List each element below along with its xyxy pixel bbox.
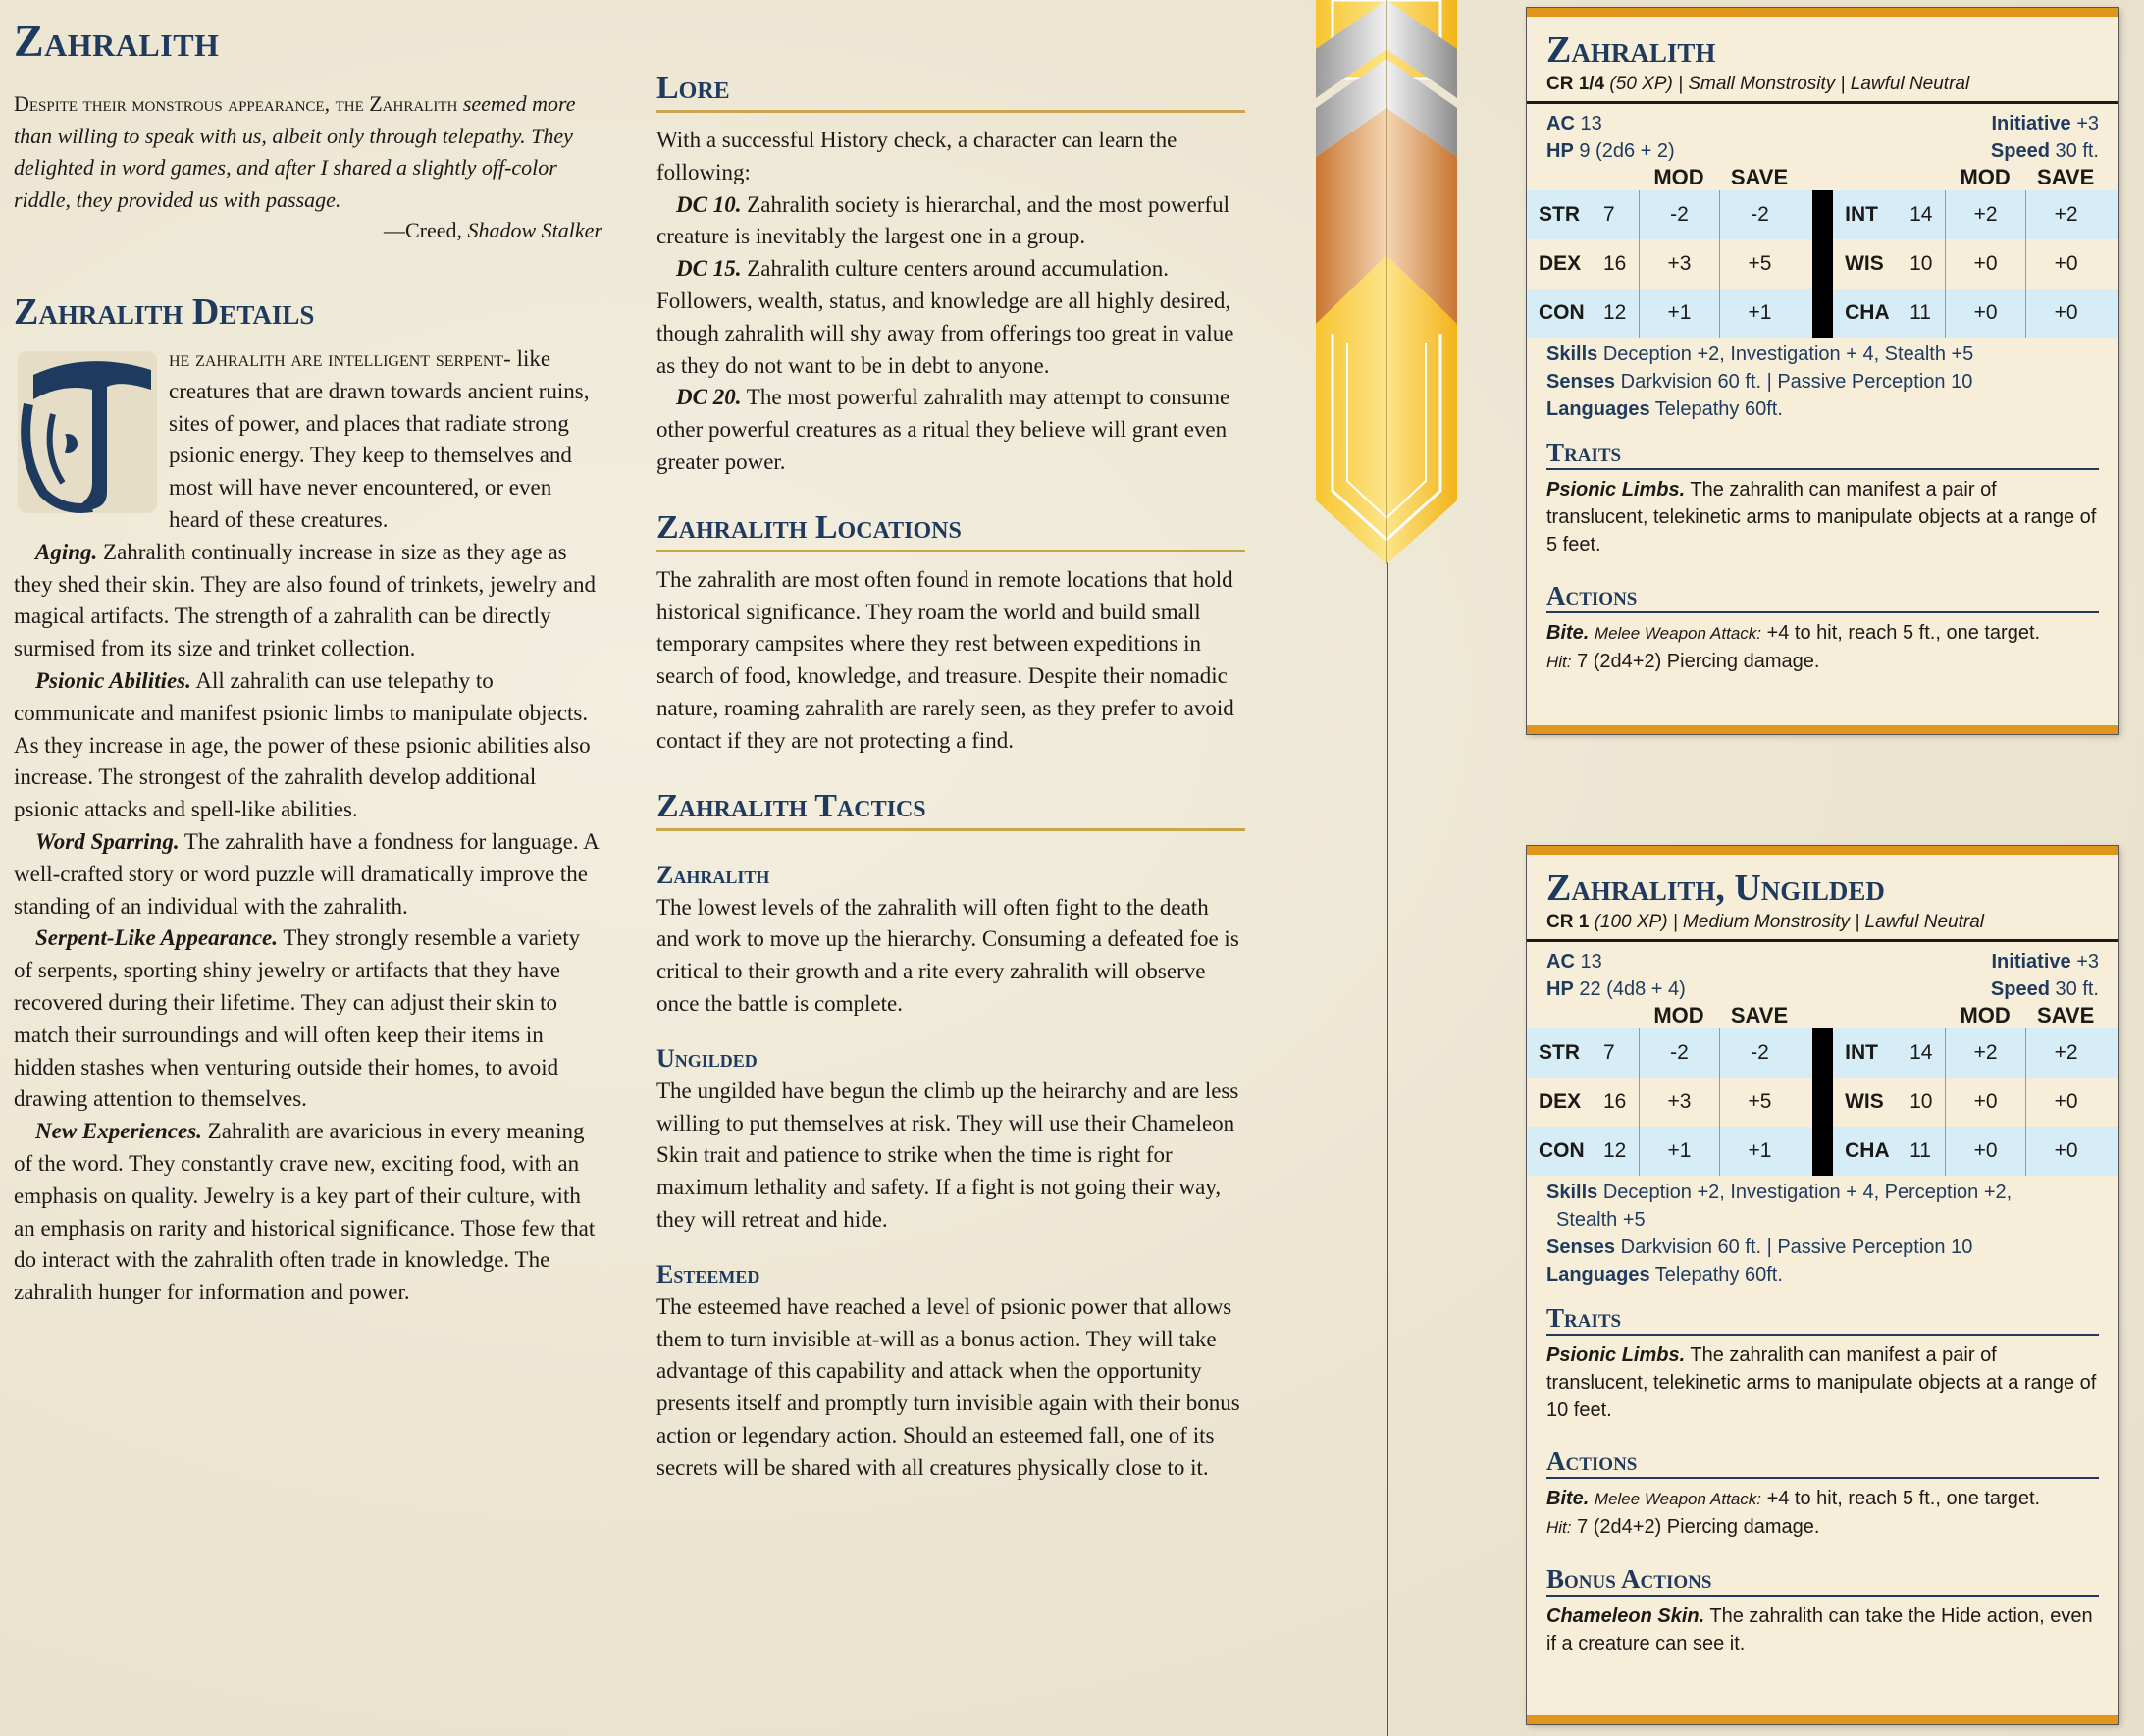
ability-save: -2 <box>1719 190 1800 239</box>
senses-label: Senses <box>1546 371 1616 393</box>
ability-row <box>1527 1127 1812 1176</box>
ac-value: 13 <box>1580 113 1602 134</box>
ability-row <box>1527 1028 1812 1078</box>
ability-row <box>1833 1028 2118 1078</box>
ability-score: 7 <box>1603 203 1615 226</box>
languages-value: Telepathy 60ft. <box>1654 398 1783 420</box>
ability-save: +5 <box>1719 239 1800 289</box>
dc15-entry <box>656 253 1245 382</box>
init-label: Initiative <box>1991 113 2071 134</box>
dc10-label: DC 10. <box>676 191 742 217</box>
ability-row <box>1833 1127 2118 1176</box>
ac-init-row <box>1546 948 2099 975</box>
ability-row <box>1833 1078 2118 1127</box>
ability-col-right <box>1833 190 2118 338</box>
actions-heading: Actions <box>1546 1446 2099 1479</box>
actions-heading: Actions <box>1546 580 2099 613</box>
bonus-action-text: The zahralith can take the Hide action, even if a creature can see it. <box>1546 1605 2093 1655</box>
languages-line <box>1546 395 2099 423</box>
trait-text: The zahralith can manifest a pair of translucent, telekinetic arms to manipulate objects at a range of 10 feet. <box>1546 1344 2097 1421</box>
ability-score: 10 <box>1909 252 1933 275</box>
ability-table <box>1527 1003 2118 1160</box>
ability-name: DEX <box>1539 252 1582 275</box>
ability-table <box>1527 165 2118 322</box>
ability-header <box>1527 1003 2118 1028</box>
ability-save: +2 <box>2025 1028 2106 1078</box>
dc15-label: DC 15. <box>676 256 742 282</box>
senses-value: Darkvision 60 ft. | Passive Perception 10 <box>1620 1236 1973 1258</box>
attack-type: Melee Weapon Attack: <box>1594 1490 1761 1508</box>
tactics-ungilded-heading: Ungilded <box>656 1043 758 1073</box>
ability-name: INT <box>1845 1041 1878 1064</box>
lore-heading: Lore <box>656 69 1245 113</box>
ability-save: -2 <box>1719 1028 1800 1078</box>
para-word <box>14 826 602 922</box>
para-aging-text: Zahralith continually increase in size as they age as they shed their skin. They are also found of trinkets, jewelry and magical artifacts. The strength of a zahralith can be directly surmised from its size and trinket collection. <box>14 539 596 661</box>
attack-text: +4 to hit, reach 5 ft., one target. <box>1766 622 2041 644</box>
dc15-text: Zahralith culture centers around accumulation. Followers, wealth, status, and knowledge are all highly desired, though zahralith will shy away from offerings too great in value as they do not want to be in debt to anyone. <box>656 256 1234 378</box>
ac-label: AC <box>1546 113 1575 134</box>
creature-type: | Medium Monstrosity | Lawful Neutral <box>1672 912 1984 932</box>
para-new-heading: New Experiences. <box>35 1119 202 1144</box>
speed-value: 30 ft. <box>2055 140 2099 162</box>
save-header: SAVE <box>2036 165 2095 189</box>
para-new <box>14 1116 602 1309</box>
action-bite <box>1546 619 2099 676</box>
ability-mod: +3 <box>1639 1078 1719 1127</box>
cr: CR 1 <box>1546 912 1590 932</box>
traits-heading: Traits <box>1546 437 2099 470</box>
details-heading: Zahralith Details <box>14 291 315 333</box>
skills-label: Skills <box>1546 1182 1598 1203</box>
skills-line <box>1546 1179 2099 1206</box>
mod-header: MOD <box>1653 165 1704 189</box>
skills-value: Deception +2, Investigation + 4, Perception +2, <box>1602 1182 2013 1203</box>
ability-mod: +1 <box>1639 1127 1719 1176</box>
ability-score: 7 <box>1603 1041 1615 1064</box>
ac-label: AC <box>1546 951 1575 973</box>
languages-line <box>1546 1261 2099 1289</box>
ability-mod: -2 <box>1639 190 1719 239</box>
ability-name: CHA <box>1845 1139 1890 1162</box>
ability-grid <box>1527 1028 2118 1176</box>
para-aging <box>14 537 602 665</box>
ability-score: 16 <box>1603 1090 1627 1113</box>
trait-text: The zahralith can manifest a pair of translucent, telekinetic arms to manipulate objects at a range of 5 feet. <box>1546 479 2097 555</box>
ac-init-row <box>1546 110 2099 137</box>
statblock-properties <box>1527 1168 2118 1289</box>
statblock-properties <box>1527 330 2118 423</box>
mod-header: MOD <box>1653 1003 1704 1027</box>
init-value: +3 <box>2076 113 2099 134</box>
para-aging-heading: Aging. <box>35 539 98 564</box>
ability-save: +0 <box>2025 1078 2106 1127</box>
hit-text: 7 (2d4+2) Piercing damage. <box>1577 651 1820 672</box>
ability-row <box>1527 289 1812 338</box>
locations-heading: Zahralith Locations <box>656 508 1245 552</box>
action-bite <box>1546 1485 2099 1542</box>
ability-save: +5 <box>1719 1078 1800 1127</box>
ability-mod: +2 <box>1945 1028 2025 1078</box>
ability-header <box>1527 165 2118 190</box>
dc10-text: Zahralith society is hierarchal, and the most powerful creature is inevitably the largest one in a group. <box>656 191 1229 249</box>
ability-save: +0 <box>2025 1127 2106 1176</box>
tactics-zahralith-text: The lowest levels of the zahralith will often fight to the death and work to move up the hierarchy. Consuming a defeated foe is critical to their growth and a rite every zahralith will observe once the battle is complete. <box>656 894 1239 1016</box>
ability-row <box>1833 289 2118 338</box>
trait-name: Psionic Limbs. <box>1546 1344 1686 1366</box>
para-psionic <box>14 665 602 826</box>
statblock-zahralith-ungilded <box>1527 846 2118 1724</box>
statblock-zahralith <box>1527 8 2118 734</box>
senses-line <box>1546 368 2099 395</box>
ability-score: 14 <box>1909 203 1933 226</box>
ability-name: CON <box>1539 1139 1585 1162</box>
details-body: like creatures that are drawn towards ancient ruins, sites of power, and places that radiate strong psionic energy. They keep to themselves and most will have never encountered, or even heard of these creatures. <box>169 346 590 532</box>
ability-name: STR <box>1539 203 1580 226</box>
ability-mod: +0 <box>1945 239 2025 289</box>
ability-row <box>1527 1078 1812 1127</box>
ability-mod: +0 <box>1945 1127 2025 1176</box>
details-intro <box>14 343 602 537</box>
attrib-book: Shadow Stalker <box>467 218 602 242</box>
para-psionic-text: All zahralith can use telepathy to communicate and manifest psionic limbs to manipulate objects. As they increase in age, the power of these psionic abilities also increase. The strongest of the zahralith develop additional psionic attacks and spell-like abilities. <box>14 667 591 822</box>
senses-label: Senses <box>1546 1236 1616 1258</box>
save-header: SAVE <box>1730 1003 1789 1027</box>
statblock-meta <box>1527 910 2118 942</box>
statblock-meta <box>1527 72 2118 104</box>
ability-save: +1 <box>1719 1127 1800 1176</box>
trait-name: Psionic Limbs. <box>1546 479 1686 500</box>
mod-header: MOD <box>1960 165 2011 189</box>
intro-quote <box>14 88 602 216</box>
ability-score: 10 <box>1909 1090 1933 1113</box>
trait-psionic-limbs <box>1546 476 2099 558</box>
ability-name: CHA <box>1845 301 1890 324</box>
ability-row <box>1833 190 2118 239</box>
ability-score: 16 <box>1603 252 1627 275</box>
intro-smallcaps: Despite their monstrous appearance, the Zahralith <box>14 91 458 116</box>
ability-mod: +0 <box>1945 1078 2025 1127</box>
ability-score: 11 <box>1909 301 1931 324</box>
hp-value: 22 (4d8 + 4) <box>1579 978 1686 1000</box>
tactics-ungilded-text: The ungilded have begun the climb up the heirarchy and are less willing to put themselves at risk. They will use their Chameleon Skin trait and patience to strike when the time is right for maximum lethality and safety. If a fight is not going their way, they will retreat and hide. <box>656 1078 1239 1232</box>
ability-name: WIS <box>1845 1090 1884 1113</box>
ac-value: 13 <box>1580 951 1602 973</box>
ability-mod: +0 <box>1945 289 2025 338</box>
hp-speed-row <box>1546 975 2099 1003</box>
lore-column-left <box>14 16 602 1309</box>
tactics-esteemed-heading: Esteemed <box>656 1259 760 1289</box>
statblock-name: Zahralith, Ungilded <box>1546 868 1885 909</box>
skills-label: Skills <box>1546 343 1598 365</box>
bonus-chameleon-skin <box>1546 1603 2099 1657</box>
dc10-entry <box>656 189 1245 254</box>
hit-label: Hit: <box>1546 653 1572 671</box>
tactics-esteemed-text: The esteemed have reached a level of psionic power that allows them to turn invisible at-will as a bonus action. They will take advantage of this capability and attack when the opportunity presents itself and promptly turn invisible again with their bonus action or legendary action. Should an esteemed fall, one of its secrets will be shared with all creatures physically close to it. <box>656 1293 1240 1480</box>
ability-name: CON <box>1539 301 1585 324</box>
para-psionic-heading: Psionic Abilities. <box>35 667 191 693</box>
senses-value: Darkvision 60 ft. | Passive Perception 10 <box>1620 371 1973 393</box>
speed-label: Speed <box>1990 978 2050 1000</box>
ability-row <box>1527 239 1812 289</box>
ability-name: STR <box>1539 1041 1580 1064</box>
gold-ribbon-bookmark-icon <box>1293 0 1480 569</box>
hp-label: HP <box>1546 978 1574 1000</box>
hp-label: HP <box>1546 140 1574 162</box>
mod-header: MOD <box>1960 1003 2011 1027</box>
dc20-text: The most powerful zahralith may attempt to consume other powerful creatures as a ritual they believe will grant even greater power. <box>656 385 1230 474</box>
save-header: SAVE <box>1730 165 1789 189</box>
hp-speed-row <box>1546 137 2099 165</box>
dc20-entry <box>656 382 1245 478</box>
init-label: Initiative <box>1991 951 2071 973</box>
xp: (50 XP) <box>1609 74 1673 94</box>
ability-score: 12 <box>1603 1139 1627 1162</box>
tactics-heading: Zahralith Tactics <box>656 787 1245 831</box>
ability-row <box>1527 190 1812 239</box>
page-title: Zahralith <box>14 16 220 66</box>
tactics-zahralith-heading: Zahralith <box>656 860 770 889</box>
skills-line-2: Stealth +5 <box>1556 1209 1646 1231</box>
ability-score: 14 <box>1909 1041 1933 1064</box>
languages-label: Languages <box>1546 398 1650 420</box>
action-name: Bite. <box>1546 622 1590 644</box>
init-value: +3 <box>2076 951 2099 973</box>
attrib-name: —Creed, <box>383 218 462 242</box>
speed-value: 30 ft. <box>2055 978 2099 1000</box>
ability-mod: +3 <box>1639 239 1719 289</box>
languages-label: Languages <box>1546 1264 1650 1286</box>
ability-save: +1 <box>1719 289 1800 338</box>
para-serpent <box>14 922 602 1116</box>
ability-name: WIS <box>1845 252 1884 275</box>
ability-row <box>1833 239 2118 289</box>
ability-name: INT <box>1845 203 1878 226</box>
ability-col-left <box>1527 190 1812 338</box>
cr: CR 1/4 <box>1546 74 1605 94</box>
attack-type: Melee Weapon Attack: <box>1594 624 1761 643</box>
para-word-heading: Word Sparring. <box>35 828 180 854</box>
skills-line <box>1546 341 2099 368</box>
save-header: SAVE <box>2036 1003 2095 1027</box>
para-serpent-text: They strongly resemble a variety of serpents, sporting shiny jewelry or artifacts that they have recovered during their lifetime. They can adjust their skin to match their surroundings and will often keep their items in hidden stashes when venturing outside their homes, to avoid drawing attention to themselves. <box>14 925 581 1112</box>
skills-value: Deception +2, Investigation + 4, Stealth +5 <box>1602 343 1974 365</box>
traits-heading: Traits <box>1546 1302 2099 1336</box>
dc20-label: DC 20. <box>676 385 742 410</box>
ability-mod: -2 <box>1639 1028 1719 1078</box>
para-new-text: Zahralith are avaricious in every meaning of the word. They constantly crave new, exciting food, with an emphasis on quality. Jewelry is a key part of their culture, with an emphasis on rarity and historical significance. Those few that do interact with the zahralith often trade in knowledge. The zahralith hunger for information and power. <box>14 1119 596 1305</box>
ability-mod: +2 <box>1945 190 2025 239</box>
xp: (100 XP) <box>1594 912 1668 932</box>
para-serpent-heading: Serpent-Like Appearance. <box>35 925 279 951</box>
hit-label: Hit: <box>1546 1518 1572 1537</box>
lore-intro: With a successful History check, a character can learn the following: <box>656 128 1177 184</box>
lore-column-middle <box>656 69 1245 1485</box>
quote-attribution <box>14 218 602 243</box>
locations-text: The zahralith are most often found in remote locations that hold historical significance. They roam the world and build small temporary campsites where they rest between expeditions in search of food, knowledge, and treasure. Despite their nomadic nature, roaming zahralith are rarely seen, as they prefer to avoid contact if they are not protecting a find. <box>656 566 1234 753</box>
attack-text: +4 to hit, reach 5 ft., one target. <box>1766 1488 2041 1509</box>
bonus-action-name: Chameleon Skin. <box>1546 1605 1705 1627</box>
statblock-name: Zahralith <box>1546 29 1716 71</box>
ability-separator <box>1812 190 1833 338</box>
ability-name: DEX <box>1539 1090 1582 1113</box>
ability-score: 12 <box>1603 301 1627 324</box>
bonus-actions-heading: Bonus Actions <box>1546 1563 2099 1597</box>
creature-type: | Small Monstrosity | Lawful Neutral <box>1678 74 1970 94</box>
ability-score: 11 <box>1909 1139 1931 1162</box>
senses-line <box>1546 1234 2099 1261</box>
trait-psionic-limbs <box>1546 1341 2099 1424</box>
ability-separator <box>1812 1028 1833 1176</box>
ability-col-right <box>1833 1028 2118 1176</box>
languages-value: Telepathy 60ft. <box>1654 1264 1783 1286</box>
intro-text: seemed more than willing to speak with us, albeit only through telepathy. They delighted in word games, and after I shared a slightly off-color riddle, they provided us with passage. <box>14 91 576 212</box>
ability-mod: +1 <box>1639 289 1719 338</box>
action-name: Bite. <box>1546 1488 1590 1509</box>
hp-value: 9 (2d6 + 2) <box>1579 140 1675 162</box>
speed-label: Speed <box>1990 140 2050 162</box>
ability-col-left <box>1527 1028 1812 1176</box>
ability-grid <box>1527 190 2118 338</box>
ability-save: +0 <box>2025 239 2106 289</box>
hit-text: 7 (2d4+2) Piercing damage. <box>1577 1516 1820 1538</box>
details-lead: he zahralith are intelligent serpent- <box>169 346 511 371</box>
dropcap-t-icon <box>14 345 161 517</box>
ability-save: +0 <box>2025 289 2106 338</box>
para-word-text: The zahralith have a fondness for language. A well-crafted story or word puzzle will dramatically improve the standing of an individual with the zahralith. <box>14 828 599 919</box>
ability-save: +2 <box>2025 190 2106 239</box>
